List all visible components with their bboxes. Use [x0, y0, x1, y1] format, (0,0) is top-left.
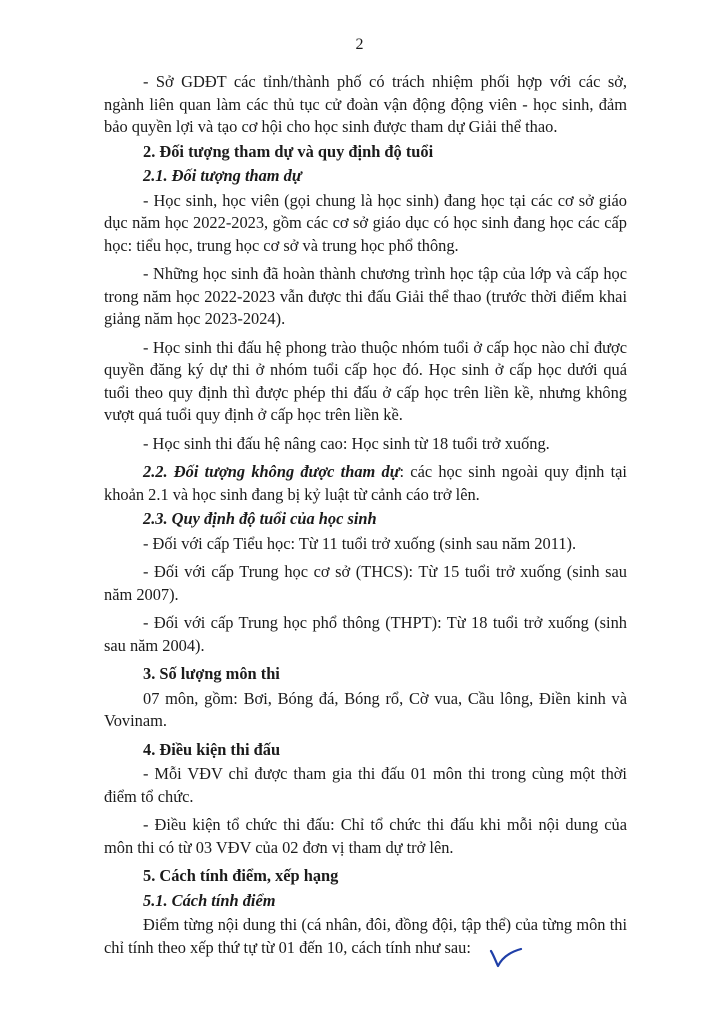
subsection-heading: 2.3. Quy định độ tuổi của học sinh — [143, 509, 377, 528]
subsection-heading: 5.1. Cách tính điểm — [143, 890, 276, 910]
paragraph: - Học sinh thi đấu hệ phong trào thuộc nhóm tuổi ở cấp học nào chỉ được quyền đăng ký dự thi ở nhóm tuổi cấp học đó. Học sinh ở cấp học dưới quá tuổi theo quy định thì được phép thi đấu ở cấp học trên liền kề, nhưng không vượt quá tuổi quy định ở cấp học trên liền kề. — [104, 337, 627, 424]
paragraph: 07 môn, gồm: Bơi, Bóng đá, Bóng rổ, Cờ vua, Cầu lông, Điền kinh và Vovinam. — [104, 688, 627, 730]
paragraph: Điểm từng nội dung thi (cá nhân, đôi, đồng đội, tập thể) của từng môn thi chỉ tính theo xếp thứ tự từ 01 đến 10, cách tính như sau: — [104, 915, 627, 957]
section-heading: 2. Đối tượng tham dự và quy định độ tuổi — [143, 141, 434, 161]
paragraph: - Đối với cấp Trung học phổ thông (THPT): Từ 18 tuổi trở xuống (sinh sau năm 2004). — [104, 613, 627, 655]
document-body — [104, 71, 627, 961]
paragraph: - Sở GDĐT các tỉnh/thành phố có trách nhiệm phối hợp với các sở, ngành liên quan làm các thủ tục cử đoàn vận động động viên - học sinh, đảm bảo quyền lợi và tạo cơ hội cho học sinh được tham dự Giải thể thao. — [104, 72, 627, 136]
paragraph: - Đối với cấp Trung học cơ sở (THCS): Từ 15 tuổi trở xuống (sinh sau năm 2007). — [104, 562, 627, 604]
paragraph — [104, 461, 627, 506]
section-heading: 4. Điều kiện thi đấu — [143, 739, 281, 759]
paragraph-text: : các học sinh ngoài quy định tại khoản 2.1 và học sinh đang bị kỷ luật từ cảnh cáo trở lên. — [104, 462, 627, 504]
paragraph: - Những học sinh đã hoàn thành chương trình học tập của lớp và cấp học trong năm học 2022-2023 vẫn được thi đấu Giải thể thao (trước thời điểm khai giảng năm học 2023-2024). — [104, 264, 627, 328]
section-heading: 5. Cách tính điểm, xếp hạng — [143, 866, 339, 885]
paragraph: - Điều kiện tổ chức thi đấu: Chỉ tổ chức thi đấu khi mỗi nội dung của môn thi có từ 03 VĐV của 02 đơn vị tham dự trở lên. — [104, 815, 627, 857]
paragraph: - Mỗi VĐV chỉ được tham gia thi đấu 01 môn thi trong cùng một thời điểm tổ chức. — [104, 764, 627, 806]
handwritten-tick-mark — [488, 944, 524, 970]
subsection-heading: 2.1. Đối tượng tham dự — [143, 166, 302, 185]
subsection-heading-inline: 2.2. Đối tượng không được tham dự — [143, 462, 400, 481]
paragraph: - Đối với cấp Tiểu học: Từ 11 tuổi trở xuống (sinh sau năm 2011). — [143, 533, 577, 553]
paragraph: - Học sinh thi đấu hệ nâng cao: Học sinh từ 18 tuổi trở xuống. — [143, 433, 550, 453]
paragraph: - Học sinh, học viên (gọi chung là học sinh) đang học tại các cơ sở giáo dục năm học 2022-2023, gồm các cơ sở giáo dục có học sinh đang học các cấp học: tiểu học, trung học cơ sở và trung học phổ thông. — [104, 190, 627, 255]
page-number: 2 — [355, 36, 364, 53]
section-heading: 3. Số lượng môn thi — [143, 664, 280, 683]
